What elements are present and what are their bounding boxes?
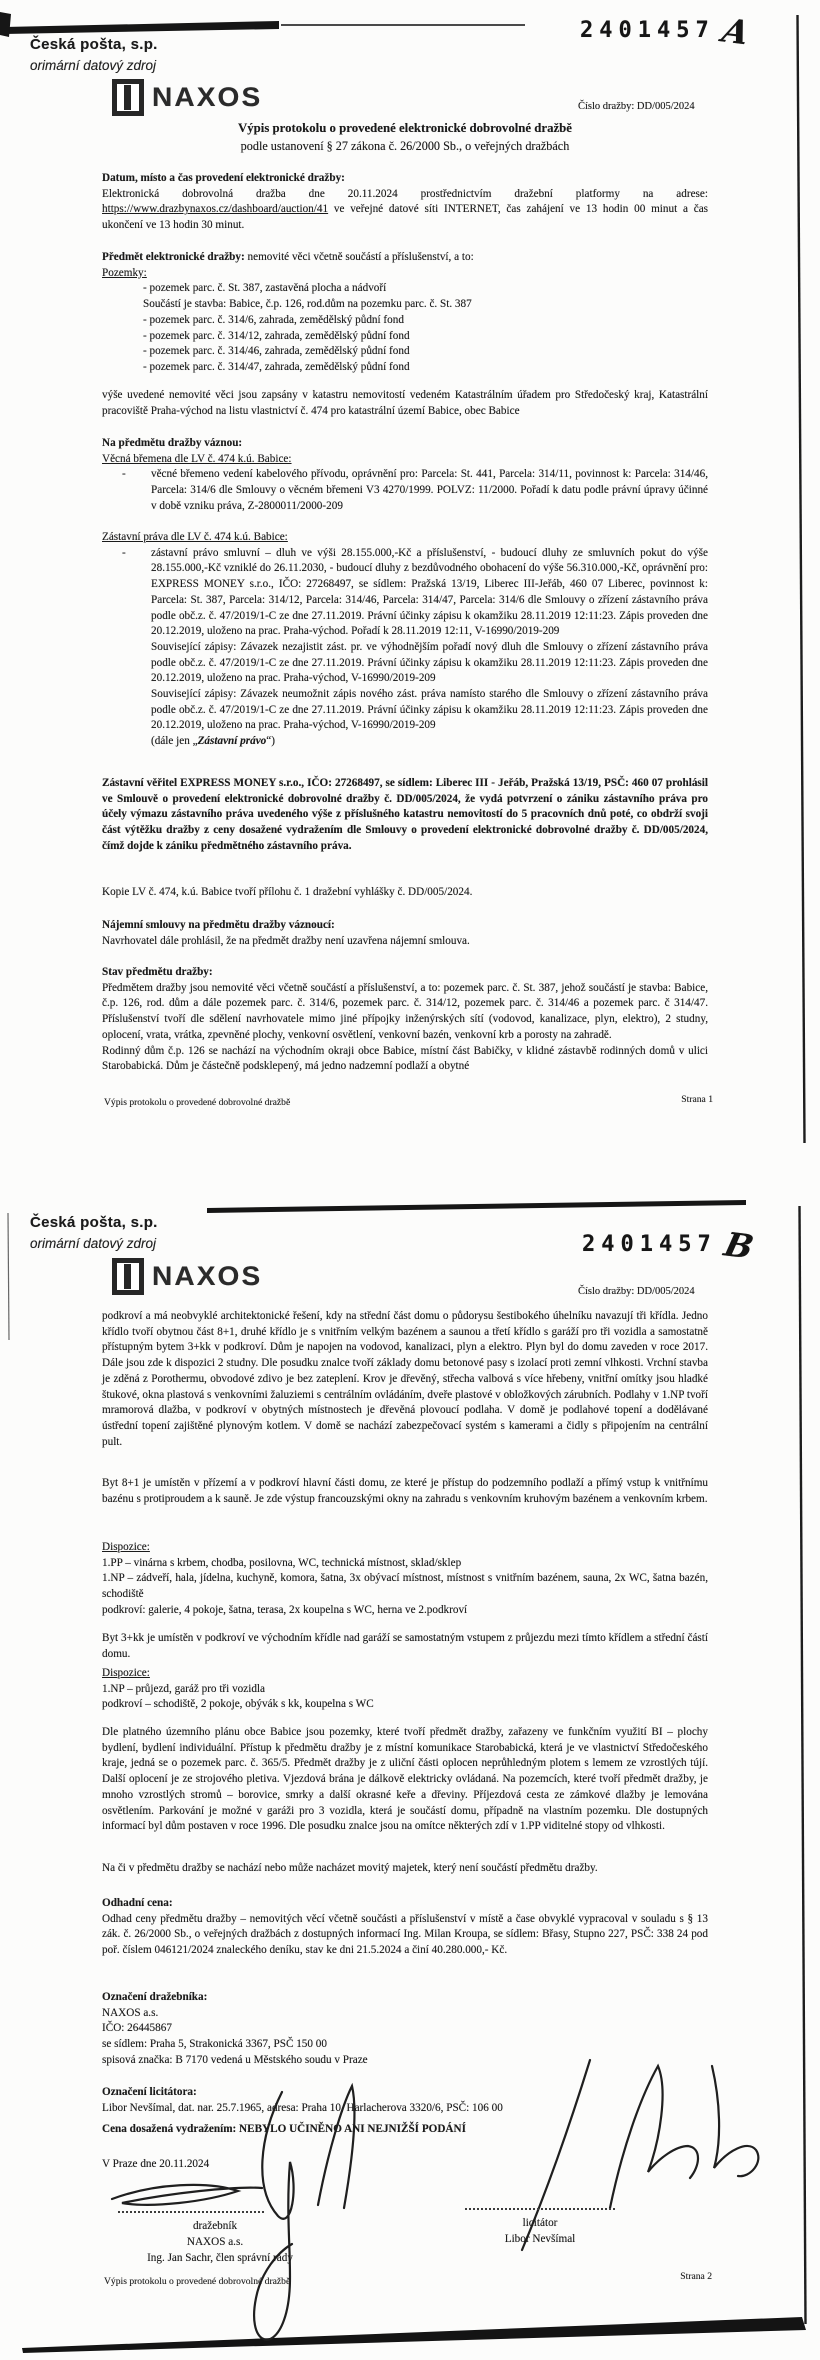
zastavni-text: zástavní právo smluvní – dluh ve výši 28.155.000,-Kč a příslušenství, - budoucí dluhy ze smluvních pokut do výše 28.155.000,-Kč vzniklé do 26.11.2030, - budoucí dluhy z bezdůvodného obohacení do výše 56.310.000,-Kč, oprávnění pro: EXPRESS MONEY s.r.o., IČO: 27268497, se sídlem: Pražská 13/19, Liberec III-Jeřáb, 460 07 Liberec, povinnost k: Parcela: St. 387, Parcela: 314/12, Parcela: 314/46, Parcela: 314/47, Parcela: 314/6 dle Smlouvy o zřízení zástavního práva podle obč.z. č. 47/2019/1-C ze dne 27.11.2019. Právní účinky zápisu k okamžiku 28.11.2019 12:11:23. Zápis proveden dne 20.12.2019, uloženo na prac. Praha-východ. Pořadí k 28.11.2019 12:11, V-16990/2019-209 xyxy=(151,546,708,638)
pozemky-label: Pozemky: xyxy=(102,266,147,279)
uzemni-plan-paragraph: Dle platného územního plánu obce Babice jsou pozemky, které tvoří předmět dražby, zařazeny ve funkčním využití BI – plochy bydlení, bydlení individuální. Přístup k předmětu dražby je z místní komunikace Starobabická, která je ve vlastnictví Středočeského kraje, jedná se o pozemek parc. č. 365/5. Předmět dražby je z uliční části oplocen neprůhledným plotem s lemem ze vzrostlých tújí. Další oplocení je ze strojového pletiva. Vjezdová brána je dálkově elektricky ovládaná. Na pozemcích, které tvoří předmět dražby, je mnoho vzrostlých stromů – borovice, smrky a další okrasné keře a dřeviny. Příjezdová cesta ze zámkové dlažby je lemována osvětlením. Parkování je možné v garáži pro 3 vozidla, která je součástí domu, případně na vlastním pozemku. Dle dostupných informací byl dům postaven v roce 1996. Dle posudku znalce jsou na omítce některých zdí v 1.PP viditelné stopy od vlhkosti. xyxy=(102,1726,708,1833)
zastavni-related-2: Související zápisy: Závazek neumožnit zápis nového zást. práva namísto starého dle Smlouvy o zřízení zástavního práva podle obč.z. č. 47/2019/1-C ze dne 27.11.2019. Právní účinky zápisu k okamžiku 28.11.2019 12:11:23. Zápis proveden dne 20.12.2019, uloženo na prac. Praha-východ, V-16990/2019-209 xyxy=(151,688,708,732)
section-odhadni-cena xyxy=(102,1896,708,1959)
datum-body xyxy=(102,187,708,234)
naxos-logo-text: NAXOS xyxy=(152,82,263,112)
dispozice-item: podkroví – schodiště, 2 pokoje, obývák s kk, koupelna s WC xyxy=(102,1698,374,1711)
section-predmet xyxy=(102,250,708,376)
licitator-heading: Označení licitátora: xyxy=(102,2086,197,2098)
stamp-number xyxy=(582,1224,757,1267)
cena-dosazena-line xyxy=(102,2122,708,2138)
pozemek-item: - pozemek parc. č. 314/12, zahrada, zemědělský půdní fond xyxy=(143,329,410,342)
stav-heading: Stav předmětu dražby: xyxy=(102,966,213,978)
najemni-heading: Nájemní smlouvy na předmětu dražby váznoucí: xyxy=(102,919,335,931)
drazebnik-line: se sídlem: Praha 5, Strakonická 3367, PSČ 150 00 xyxy=(102,2038,327,2051)
predmet-heading: Předmět elektronické dražby: xyxy=(102,251,245,263)
drazebnik-line: NAXOS a.s. xyxy=(102,2006,159,2019)
pozemek-item: - pozemek parc. č. 314/47, zahrada, zemědělský půdní fond xyxy=(143,360,410,373)
byt-8plus1-paragraph: Byt 8+1 je umístěn v přízemí a v podkroví hlavní části domu, ze které je přístup do podzemního podlaží a přímý vstup k vnitřnímu bazénu s protiproudem a k sauně. Je zde výstup francouzskými okny na zahradu s venkovním kruhovým bazénem a venkovním krbem. xyxy=(102,1477,708,1505)
odhad-body: Odhad ceny předmětu dražby – nemovitých věcí včetně součásti a příslušenství v místě a čase obvyklé vypracoval v souladu s § 13 zák. č. 26/2000 Sb., o veřejných dražbách z dostupných informací Ing. Milan Kroupa, se sídlem: Břasy, Stupno 227, PSČ: 338 24 pod poř. číslem 046121/2024 znaleckého deníku, stav ke dni 21.5.2024 a činí 40.280.000,- Kč. xyxy=(102,1912,708,1957)
zastavni-related-1: Související zápisy: Závazek nezajistit zást. pr. ve výhodnějším pořadí nový dluh dle Smlouvy o zřízení zástavního práva podle obč.z. č. 47/2019/1-C ze dne 27.11.2019. Právní účinky zápisu k okamžiku 28.11.2019 12:11:23. Zápis proveden dne 20.12.2019, uloženo na prac. Praha-východ, V-16990/2019-209 xyxy=(151,640,708,685)
licitator-line: Libor Nevšímal, dat. nar. 25.7.1965, adresa: Praha 10, Harlacherova 3320/6, PSČ: 106 00 xyxy=(102,2101,503,2114)
naxos-logo xyxy=(112,1258,263,1295)
place-date-line: V Praze dne 20.11.2024 xyxy=(102,2158,210,2170)
pozemek-item: - pozemek parc. č. 314/6, zahrada, zemědělský půdní fond xyxy=(143,313,404,326)
auction-number: Číslo dražby: DD/005/2024 xyxy=(578,1286,695,1297)
byt-3kk-paragraph: Byt 3+kk je umístěn v podkroví ve východním křídle nad garáží se samostatným vstupem z průjezdu mezi tímto křídlem a střední částí domu. xyxy=(102,1632,708,1660)
signature-line-drazebnik xyxy=(118,2211,264,2213)
house-description-paragraph: podkroví a má neobvyklé architektonické řešení, kdy na střední část domu o půdorysu šestibokého úhelníku navazují tři křídla. Jedno křídlo tvoří obytnou část 8+1, druhé křídlo je s vnitřním velkým bazénem a saunou a třetí křídlo s garáží pro tři vozidla a samostatně přístupným bytem 3+kk v podkroví. Dům je napojen na vodovod, kanalizaci, plyn a elektro. Plyn byl do domu zaveden v roce 2017. Dále jsou zde k dispozici 2 studny. Dle posudku znalce tvoří základy domu betonové pasy s izolací proti zemní vlhkosti. Vrchní stavba je zděná z Porothermu, obvodové zdivo je bez zateplení. Krov je dřevěný, střecha valbová s více hřebeny, vnitřní omítky jsou hladké štukové, okna plastová s venkovními žaluziemi s centrálním ovládáním, dveře plastové v obložkových zárubních. Podlahy v 1.NP tvoří mramorová dlažba, v podkroví v obytných místnostech je dřevěná plovoucí podlaha. V domě je podlahové topení a dodělávané ústřední topení zajištěné plynovým kotlem. V domě se nachází zabezpečovací systém s kamerami a čidly s připojením na centrální pult. xyxy=(102,1310,708,1448)
pozemek-item-note: Součástí je stavba: Babice, č.p. 126, rod.dům na pozemku parc. č. St. 387 xyxy=(143,298,472,311)
stav-body-2: Rodinný dům č.p. 126 se nachází na východním okraji obce Babice, místní část Babičky, v klidné zástavbě rodinných domů v ulici Starobabická. Dům je částečně podsklepený, má jedno nadzemní podlaží a obytné xyxy=(102,1044,708,1073)
section-najemni xyxy=(102,918,708,949)
dispozice-item: 1.NP – průjezd, garáž pro tři vozidla xyxy=(102,1682,265,1695)
auction-url: https://www.drazbynaxos.cz/dashboard/auction/41 xyxy=(102,203,329,216)
licitator-name: Libor Nevšímal xyxy=(504,2233,576,2245)
auction-number: Číslo dražby: DD/005/2024 xyxy=(578,101,695,112)
org-subtitle: orimární datový zdroj xyxy=(30,58,157,73)
section-stav xyxy=(102,965,708,1075)
dale-jen-term: Zástavní právo xyxy=(197,735,267,748)
odhad-heading: Odhadní cena: xyxy=(102,1897,173,1909)
dispozice-heading: Dispozice: xyxy=(102,1541,150,1553)
page2-footer-page-number: Strana 2 xyxy=(680,2271,712,2282)
vecne-bremeno-item xyxy=(102,467,708,514)
pozemek-item: - pozemek parc. č. 314/46, zahrada, zemědělský půdní fond xyxy=(143,345,410,358)
predmet-heading-rest: nemovité věci včetně součástí a příslušenství, a to: xyxy=(247,251,474,263)
signature-line-licitator xyxy=(465,2208,615,2210)
bullet-dash: - xyxy=(122,468,126,481)
pozemek-item: - pozemek parc. č. St. 387, zastavěná plocha a nádvoří xyxy=(143,282,387,295)
zastavni-dale-jen xyxy=(102,734,708,750)
section-dispozice-1 xyxy=(102,1540,708,1619)
dispozice-item: 1.PP – vinárna s krbem, chodba, posilovna, WC, technická místnost, sklad/sklep xyxy=(102,1556,462,1569)
stamp-digits: 2401457 xyxy=(580,18,715,43)
section-dispozice-2 xyxy=(102,1666,708,1713)
naxos-logo-icon xyxy=(112,1258,144,1295)
signature-signer-name: Ing. Jan Sachr, člen správní rady xyxy=(147,2252,293,2264)
katastr-paragraph: výše uvedené nemovité věci jsou zapsány v katastru nemovitostí vedeném Katastrálním úřadem pro Středočeský kraj, Katastrální pracoviště Praha-východ na listu vlastnictví č. 474 pro katastrální území Babice, obec Babice xyxy=(102,389,708,417)
stamp-number xyxy=(580,10,753,53)
datum-body-pre: Elektronická dobrovolná dražba dne 20.11.2024 prostřednictvím dražební platformy na adrese: xyxy=(102,187,708,200)
naxos-logo xyxy=(112,79,263,116)
bullet-dash: - xyxy=(122,546,126,559)
section-drazebnik xyxy=(102,1990,708,2069)
movity-majetek-paragraph: Na či v předmětu dražby se nachází nebo může nacházet movitý majetek, který není součástí předmětu dražby. xyxy=(102,1862,598,1874)
cena-value: NEBYLO UČINĚNO ANI NEJNIŽŠÍ PODÁNÍ xyxy=(239,2123,466,2135)
najemni-body: Navrhovatel dále prohlásil, že na předmět dražby není uzavřena nájemní smlouva. xyxy=(102,934,470,947)
drazebnik-heading: Označení dražebníka: xyxy=(102,1991,208,2003)
vaznou-heading: Na předmětu dražby váznou: xyxy=(102,437,243,449)
org-subtitle: orimární datový zdroj xyxy=(30,1236,157,1251)
cena-label: Cena dosažená vydražením: xyxy=(102,2123,237,2135)
dispozice-item: 1.NP – zádveří, hala, jídelna, kuchyně, komora, šatna, 3x obývací místnost, místnost s vnitřním bazénem, sauna, 2x WC, šatna bazén, schodiště xyxy=(102,1572,708,1601)
page2-footer-left: Výpis protokolu o provedené dobrovolné dražbě xyxy=(104,2276,291,2287)
page1-footer-left: Výpis protokolu o provedené dobrovolné dražbě xyxy=(104,1097,291,1108)
signature-company: NAXOS a.s. xyxy=(186,2236,244,2248)
naxos-logo-text: NAXOS xyxy=(152,1261,263,1291)
dale-jen-pre: (dále jen „ xyxy=(151,735,198,748)
zastavni-heading: Zástavní práva dle LV č. 474 k.ú. Babice: xyxy=(102,531,288,543)
drazebnik-line: spisová značka: B 7170 vedená u Městského soudu v Praze xyxy=(102,2053,368,2066)
org-name: Česká pošta, s.p. xyxy=(30,36,158,53)
drazebnik-line: IČO: 26445867 xyxy=(102,2022,172,2035)
datum-heading: Datum, místo a čas provedení elektronické dražby: xyxy=(102,172,345,184)
vecna-bremena-subheading: Věcná břemena dle LV č. 474 k.ú. Babice: xyxy=(102,452,292,465)
document-subtitle: podle ustanovení § 27 zákona č. 26/2000 Sb., o veřejných dražbách xyxy=(240,139,570,153)
predmet-heading-line xyxy=(102,250,708,266)
stamp-digits: 2401457 xyxy=(582,1232,717,1257)
document-title: Výpis protokolu o provedené elektronické dobrovolné dražbě xyxy=(238,121,572,135)
dale-jen-post: “) xyxy=(266,735,275,748)
dispozice-heading: Dispozice: xyxy=(102,1667,150,1679)
stav-body-1: Předmětem dražby jsou nemovité věci včetně součástí a příslušenství, a to: pozemek parc. č. St. 387, jehož součástí je stavba: Babice, č.p. 126, rod. dům a dále pozemek parc. č. 314/6, pozemek parc. č. 314/12, pozemek parc. č. 314/46 a pozemek parc. č 314/47. Příslušenství tvoří dle sdělení navrhovatele mimo jiné přípojky inženýrských sítí (vodovod, kanalizace, plyn, elektro), 2 studny, oplocení, vrata, vrátka, zpevněné plochy, venkovní osvětlení, venkovní bazén, venkovní krb a porosty na zahradě. xyxy=(102,981,708,1041)
handwritten-letter-a: A xyxy=(718,10,753,53)
veritel-paragraph: Zástavní věřitel EXPRESS MONEY s.r.o., IČO: 27268497, se sídlem: Liberec III - Jeřáb, Pražská 13/19, PSČ: 460 07 prohlásil ve Smlouvě o provedení elektronické dobrovolné dražby č. DD/005/2024, že vydá potvrzení o zániku zástavního práva pro účely výmazu zástavního práva uvedeného výše z příslušného katastru nemovitostí do 5 pracovních dnů poté, co obdrží svoji část výtěžku dražby z ceny dosažené vydražením dle Smlouvy o provedení elektronické dobrovolné dražby č. DD/005/2024, čímž dojde k zániku předmětného zástavního práva. xyxy=(102,777,708,852)
section-licitator xyxy=(102,2085,708,2116)
signature-caption-licitator: licitátor xyxy=(522,2217,558,2229)
vecne-bremeno-text: věcné břemeno vedení kabelového přívodu, oprávnění pro: Parcela: St. 441, Parcela: 314/11, povinnost k: Parcela: 314/46, Parcela: 314/6 dle Smlouvy o věcném břemeni V3 4270/1999. POLVZ: 11/2000. Pořadí k datu podle právní úpravy účinné v době vzniku práva, Z-2800011/2000-209 xyxy=(151,468,708,512)
naxos-logo-bar xyxy=(124,85,131,110)
datum-body-post: ve veřejné datové síti INTERNET, čas zahájení ve 13 hodin 00 minut a čas ukončení ve 13 hodin 30 minut. xyxy=(102,203,709,232)
handwritten-letter-b: B xyxy=(720,1224,757,1267)
signature-caption-drazebnik: dražebník xyxy=(192,2220,238,2232)
zastavni-item xyxy=(102,546,708,640)
page1-footer-page-number: Strana 1 xyxy=(681,1094,713,1105)
naxos-logo-icon xyxy=(112,79,144,116)
dispozice-item: podkroví: galerie, 4 pokoje, šatna, terasa, 2x koupelna s WC, herna ve 2.podkroví xyxy=(102,1603,468,1616)
org-name: Česká pošta, s.p. xyxy=(30,1214,158,1231)
kopie-paragraph: Kopie LV č. 474, k.ú. Babice tvoří přílohu č. 1 dražební vyhlášky č. DD/005/2024. xyxy=(102,886,473,898)
naxos-logo-bar xyxy=(124,1264,131,1289)
section-zastavni xyxy=(102,530,708,750)
section-datum xyxy=(102,171,708,234)
section-vaznou xyxy=(102,436,708,515)
